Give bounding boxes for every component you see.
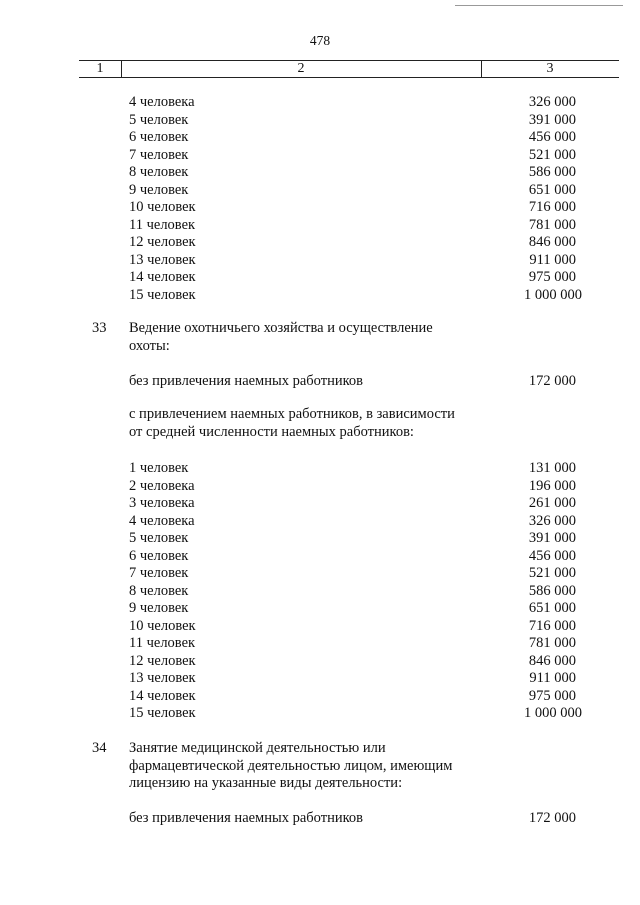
column-header-2: 2	[121, 61, 482, 77]
row-value: 172 000	[528, 373, 576, 389]
item-title-line: охоты:	[129, 337, 170, 354]
row-label: 10 человек	[129, 617, 196, 634]
table-row	[0, 460, 640, 477]
item-title	[129, 740, 499, 793]
item-title-line: Занятие медицинской деятельностью или	[129, 740, 386, 756]
row-value: 651 000	[528, 181, 576, 198]
row-label: без привлечения наемных работников	[129, 810, 363, 826]
table-row	[0, 705, 640, 722]
row-value: 456 000	[528, 547, 576, 564]
row-label: 14 человек	[129, 687, 196, 704]
row-value: 131 000	[528, 460, 576, 476]
row-label: 7 человек	[129, 146, 189, 163]
row-value: 1 000 000	[524, 705, 582, 721]
row-value: 846 000	[528, 234, 576, 250]
row-label: 8 человек	[129, 582, 189, 599]
row-label: 11 человек	[129, 216, 196, 233]
table-row	[0, 182, 640, 199]
item-title-line: фармацевтической деятельностью лицом, имеющим	[129, 757, 453, 774]
table-row	[0, 217, 640, 234]
row-label: 4 человека	[129, 94, 195, 110]
row-value: 651 000	[528, 600, 576, 616]
table-row	[0, 373, 640, 390]
row-label: 12 человек	[129, 234, 196, 250]
top-edge-line	[455, 5, 623, 6]
item-subtitle-line: с привлечением наемных работников, в зависимости	[129, 406, 455, 422]
table-row	[0, 618, 640, 635]
row-value: 521 000	[528, 565, 576, 581]
column-header-3: 3	[546, 61, 554, 76]
row-label: 6 человек	[129, 547, 189, 564]
row-label: 3 человека	[129, 495, 195, 511]
row-value: 975 000	[528, 687, 576, 704]
row-value: 911 000	[529, 670, 576, 686]
row-value: 261 000	[528, 495, 576, 511]
row-value: 586 000	[528, 164, 576, 180]
row-value: 716 000	[528, 199, 576, 215]
row-value: 586 000	[528, 582, 576, 599]
table-row	[0, 653, 640, 670]
table-row	[0, 112, 640, 129]
row-value: 456 000	[528, 129, 576, 145]
table-row	[0, 565, 640, 582]
table-row	[0, 129, 640, 146]
row-label: 9 человек	[129, 600, 189, 616]
table-row	[0, 94, 640, 111]
row-label: 14 человек	[129, 269, 196, 285]
row-label: 15 человек	[129, 286, 196, 303]
row-label: 6 человек	[129, 129, 189, 145]
row-label: 13 человек	[129, 251, 196, 268]
row-value: 781 000	[528, 216, 576, 233]
table-row	[0, 548, 640, 565]
item-title-line: Ведение охотничьего хозяйства и осуществление	[129, 320, 433, 336]
row-label: 8 человек	[129, 164, 189, 180]
column-header-1: 1	[79, 61, 122, 77]
table-row	[0, 583, 640, 600]
table-row	[0, 513, 640, 530]
row-value: 196 000	[528, 477, 576, 494]
row-label: 2 человека	[129, 477, 195, 494]
row-value: 326 000	[528, 94, 576, 110]
item-number: 34	[92, 740, 107, 756]
row-label: 7 человек	[129, 565, 189, 581]
table-row	[0, 199, 640, 216]
table-row	[0, 670, 640, 687]
row-label: 12 человек	[129, 652, 196, 669]
table-row	[0, 810, 640, 827]
item-subtitle-line: от средней численности наемных работников:	[129, 423, 414, 440]
table-row	[0, 530, 640, 547]
table-row	[0, 252, 640, 269]
page-number: 478	[309, 33, 331, 48]
row-value: 975 000	[528, 269, 576, 285]
row-label: 13 человек	[129, 670, 196, 686]
row-label: 11 человек	[129, 635, 196, 651]
row-value: 1 000 000	[524, 286, 582, 303]
table-row	[0, 234, 640, 251]
item-subtitle	[129, 406, 499, 441]
item-title-line: лицензию на указанные виды деятельности:	[129, 775, 403, 791]
row-label: 9 человек	[129, 181, 189, 198]
row-value: 391 000	[528, 530, 576, 546]
table-row	[0, 287, 640, 304]
row-value: 326 000	[528, 512, 576, 529]
row-value: 781 000	[528, 635, 576, 651]
table-row	[0, 495, 640, 512]
row-label: 4 человека	[129, 512, 195, 529]
item-number: 33	[92, 320, 107, 336]
row-label: 10 человек	[129, 199, 196, 215]
row-value: 172 000	[528, 810, 576, 826]
table-row	[0, 635, 640, 652]
row-label: без привлечения наемных работников	[129, 373, 363, 389]
row-label: 5 человек	[129, 530, 189, 546]
row-value: 391 000	[528, 111, 576, 128]
table-header	[79, 60, 619, 78]
table-row	[0, 269, 640, 286]
table-row	[0, 478, 640, 495]
table-row	[0, 600, 640, 617]
row-value: 911 000	[529, 251, 576, 268]
row-label: 1 человек	[129, 460, 189, 476]
table-row	[0, 164, 640, 181]
table-row	[0, 147, 640, 164]
row-value: 716 000	[528, 617, 576, 634]
row-value: 846 000	[528, 652, 576, 669]
row-label: 15 человек	[129, 705, 196, 721]
item-title	[129, 320, 499, 355]
table-row	[0, 688, 640, 705]
row-value: 521 000	[528, 146, 576, 163]
row-label: 5 человек	[129, 111, 189, 128]
